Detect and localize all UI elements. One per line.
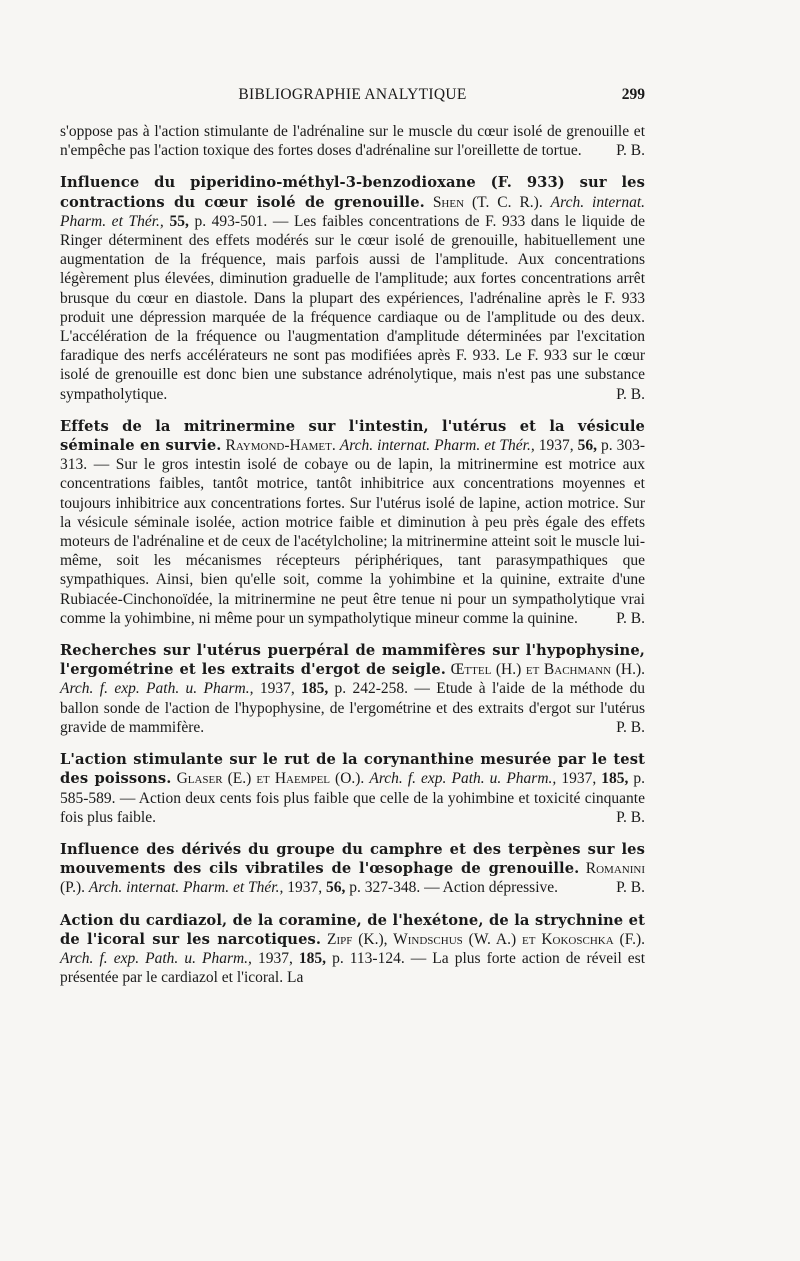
entry-title: L'action stimulante sur le rut de la corynanthine mesurée par le test des poissons. bbox=[60, 751, 645, 788]
page-number: 299 bbox=[621, 86, 645, 103]
entry-authors: Shen (T. C. R.). bbox=[432, 193, 543, 211]
entry-journal: Arch. internat. Pharm. et Thér., bbox=[88, 879, 284, 897]
entry-title: Effets de la mitrinermine sur l'intestin, l'utérus et la vésicule séminale en survie. bbox=[60, 417, 645, 455]
entry-volume: 55, bbox=[169, 212, 189, 230]
entry-authors: Zipf (K.), Windschus (W. A.) et Kokoschka (F.). bbox=[327, 930, 646, 948]
entry-volume: 56, bbox=[325, 879, 346, 897]
running-header bbox=[60, 86, 645, 108]
entry-signature: P. B. bbox=[616, 385, 645, 403]
entry-volume: 185, bbox=[298, 949, 327, 967]
entry-item bbox=[60, 750, 645, 827]
entry-pages: p. 493-501. bbox=[194, 212, 268, 230]
entry-signature: P. B. bbox=[616, 718, 645, 736]
entry-year: 1937, bbox=[287, 879, 323, 897]
entry-volume: 185, bbox=[301, 680, 329, 698]
entry-pages: p. 303-313. bbox=[60, 437, 645, 474]
entry-pages: p. 327-348. bbox=[349, 879, 421, 897]
entry-authors: Œttel (H.) et Bachmann (H.). bbox=[450, 661, 645, 679]
entry-volume: 56, bbox=[577, 437, 597, 455]
entry-body: s'oppose pas à l'action stimulante de l'adrénaline sur le muscle du cœur isolé de grenouille et n'empêche pas l'action toxique des fortes doses d'adrénaline sur l'oreillette de tortue. bbox=[60, 123, 645, 160]
entry-signature: P. B. bbox=[616, 142, 645, 160]
entry-journal: Arch. internat. Pharm. et Thér., bbox=[339, 437, 535, 455]
bibliography-content bbox=[60, 122, 645, 987]
entry-year: 1937, bbox=[257, 949, 293, 967]
entry-body: — Les faibles concentrations de F. 933 dans le liquide de Ringer déterminent des effets modérés sur le cœur isolé de grenouille, habituellement une augmentation de la fréquence, mais parfois aussi de l'amplitude. Aux concentrations légèrement plus élevées, diminution graduelle de l'amplitude; aux fortes concentrations arrêt brusque du cœur en diastole. Dans la plupart des expériences, l'adrénaline après le F. 933 produit une dépression marquée de la fréquence cardiaque ou de l'amplitude ou des deux. L'accélération de la fréquence ou l'augmentation d'amplitude déterminées par l'excitation faradique des nerfs accélérateurs ne sont pas modifiées après F. 933. Le F. 933 sur le cœur isolé de grenouille est donc bien une substance adrénolytique, mais n'est pas une substance sympatholytique. bbox=[60, 212, 645, 403]
entry-journal: Arch. internat. Pharm. et Thér., bbox=[60, 193, 646, 230]
entry-signature: P. B. bbox=[616, 609, 645, 627]
entry-journal: Arch. f. exp. Path. u. Pharm., bbox=[60, 949, 252, 967]
entry-signature: P. B. bbox=[616, 808, 645, 826]
entry-title: Recherches sur l'utérus puerpéral de mammifères sur l'hypophysine, l'ergométrine et les extraits d'ergot de seigle. bbox=[60, 642, 645, 679]
entry-title: Influence des dérivés du groupe du camphre et des terpènes sur les mouvements des cils vibratiles de l'œsophage de grenouille. bbox=[60, 840, 645, 878]
entry-body: — La plus forte action de réveil est présentée par le cardiazol et l'icoral. La bbox=[60, 949, 646, 987]
entry-authors: Romanini (P.). bbox=[60, 860, 645, 897]
entry-authors: Glaser (E.) et Haempel (O.). bbox=[176, 770, 365, 788]
entry-year: 1937, bbox=[259, 680, 295, 698]
entry-body: — Sur le gros intestin isolé de cobaye ou de lapin, la mitrinermine est motrice aux concentrations faibles, tantôt motrice, tantôt inhibitrice aux concentrations moyennes et toujours inhibitrice aux concentrations fortes. Sur l'utérus isolé de lapine, action motrice. Sur la vésicule séminale isolée, action motrice faible et diminution à peu près égale des effets moteurs de l'adrénaline et de ceux de l'acétylcholine; la mitrinermine atteint soit le muscle lui-même, soit les mécanismes récepteurs périphériques, tant parasympathiques que sympathiques. Ainsi, bien qu'elle soit, comme la yohimbine et la quinine, extraite d'une Rubiacée-Cinchonoïdée, la mitrinermine ne peut être tenue ni pour un sympatholytique vrai comme la yohimbine, ni même pour un sympatholytique mineur comme la quinine. bbox=[60, 456, 645, 627]
header-title: BIBLIOGRAPHIE ANALYTIQUE bbox=[238, 86, 467, 103]
entry-year: 1937, bbox=[538, 437, 574, 455]
entry-item bbox=[60, 641, 645, 737]
entry-title: Action du cardiazol, de la coramine, de l'hexétone, de la strychnine et de l'icoral sur les narcotiques. bbox=[60, 911, 645, 948]
entry-item bbox=[60, 173, 645, 403]
entry-pages: p. 113-124. bbox=[332, 949, 405, 967]
entry-year: 1937, bbox=[561, 770, 597, 788]
entry-title: Influence du piperidino-méthyl-3-benzodioxane (F. 933) sur les contractions du cœur isolé de grenouille. bbox=[60, 174, 645, 211]
entry-body: — Action deux cents fois plus faible que celle de la yohimbine et toxicité cinquante fois plus faible. bbox=[60, 789, 645, 826]
entry-item bbox=[60, 911, 645, 988]
entry-body: — Action dépressive. bbox=[420, 879, 559, 897]
entry-continuation bbox=[60, 122, 645, 160]
entry-pages: p. 242-258. bbox=[334, 680, 409, 698]
entry-pages: p. 585-589. bbox=[60, 770, 646, 807]
entry-body: — Etude à l'aide de la méthode du ballon sonde de l'action de l'hypophysine, de l'ergométrine et des extraits d'ergot sur l'utérus gravide de mammifère. bbox=[60, 680, 646, 736]
entry-signature: P. B. bbox=[616, 879, 645, 897]
entry-journal: Arch. f. exp. Path. u. Pharm., bbox=[60, 680, 254, 698]
entry-journal: Arch. f. exp. Path. u. Pharm., bbox=[369, 770, 557, 788]
entry-item bbox=[60, 840, 645, 898]
entry-authors: Raymond-Hamet. bbox=[225, 437, 336, 455]
entry-volume: 185, bbox=[601, 770, 629, 788]
entry-item bbox=[60, 417, 645, 628]
